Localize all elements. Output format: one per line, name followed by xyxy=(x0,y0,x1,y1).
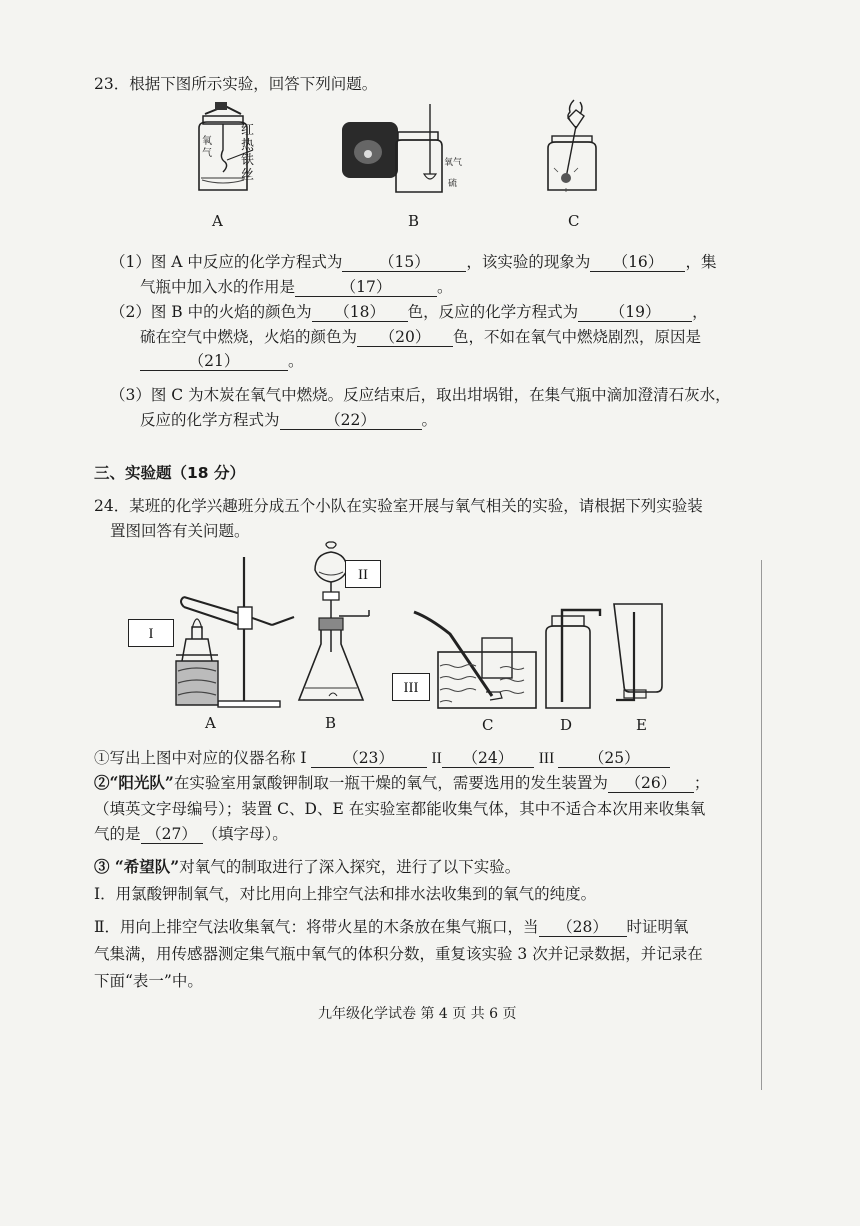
blank-28[interactable]: （28） xyxy=(539,918,627,937)
q24-item-ii-text-a: Ⅱ．用向上排空气法收集氧气：将带火星的木条放在集气瓶口，当 xyxy=(94,918,539,936)
blank-20[interactable]: （20） xyxy=(357,328,453,347)
label-box-i-text: I xyxy=(148,626,154,642)
q24-step2-team: ②“阳光队” xyxy=(94,773,174,792)
blank-15[interactable]: （15） xyxy=(342,253,466,272)
q23-part3-line1: （3）图 C 为木炭在氧气中燃烧。反应结束后，取出坩埚钳，在集气瓶中滴加澄清石灰水， xyxy=(110,386,731,404)
label-box-iii-text: III xyxy=(403,680,419,696)
apparatus-b-caption: B xyxy=(325,714,337,732)
q24-step3-text: 对氧气的制取进行了深入探究，进行了以下实验。 xyxy=(179,858,521,876)
q23-part2-line2 xyxy=(140,327,701,347)
q24-step2-line1 xyxy=(94,773,709,793)
q23-part1-text-d: 气瓶中加入水的作用是 xyxy=(140,278,296,296)
apparatus-e-inverted-bottle xyxy=(606,600,676,710)
q24-step1-text-iii: III xyxy=(538,750,555,767)
q24-item-ii-text-b: 时证明氧 xyxy=(626,918,689,936)
figure-c-charcoal-burning xyxy=(540,98,610,198)
label-box-i xyxy=(128,619,174,647)
q24-step2-line3 xyxy=(94,824,288,844)
q23-part2-text-b: 色，反应的化学方程式为 xyxy=(407,303,579,321)
q23-part1-line2 xyxy=(140,277,453,297)
q23-part2-text-a: （2）图 B 中的火焰的颜色为 xyxy=(110,303,312,321)
q24-step1-line xyxy=(94,748,670,769)
figure-c-caption: C xyxy=(568,212,580,230)
q24-item-i: Ⅰ．用氯酸钾制氧气，对比用向上排空气法和排水法收集到的氧气的纯度。 xyxy=(94,885,597,903)
q23-part2-text-c: ， xyxy=(692,303,708,321)
q24-step2-line2: （填英文字母编号）；装置 C、D、E 在实验室都能收集气体，其中不适合本次用来收集氧 xyxy=(94,800,706,818)
figure-b-sulfur-burning xyxy=(340,100,463,200)
label-box-ii xyxy=(345,560,381,588)
blank-24[interactable]: （24） xyxy=(442,749,534,768)
label-box-iii xyxy=(392,673,430,701)
apparatus-a-caption: A xyxy=(205,714,216,732)
label-box-ii-text: II xyxy=(358,567,368,583)
apparatus-c-water-trough xyxy=(410,608,540,718)
apparatus-d-caption: D xyxy=(560,716,573,734)
q23-part1-text-c: ，集 xyxy=(685,253,717,271)
q23-part1-text-b: ，该实验的现象为 xyxy=(466,253,591,271)
q24-step2-text-c: 气的是 xyxy=(94,825,141,843)
figure-b-label-sulfur: 硫 xyxy=(448,179,458,189)
q23-part1-text-e: 。 xyxy=(437,278,453,296)
blank-16[interactable]: （16） xyxy=(590,253,685,272)
q23-part2-line3 xyxy=(140,351,304,371)
page-footer: 九年级化学试卷 第 4 页 共 6 页 xyxy=(318,1006,517,1022)
figure-a-label-wire: 红热铁丝 xyxy=(241,123,255,183)
apparatus-c-caption: C xyxy=(482,716,494,734)
q24-step2-text-b: ； xyxy=(693,774,710,792)
figure-a-label-oxygen: 氧气 xyxy=(202,136,212,159)
q23-part3-line2 xyxy=(140,410,437,430)
blank-26[interactable]: （26） xyxy=(608,774,694,793)
blank-27[interactable]: （27） xyxy=(141,825,203,844)
q23-part1-text-a: （1）图 A 中反应的化学方程式为 xyxy=(110,253,343,271)
q24-step1-text-ii: II xyxy=(431,750,442,767)
blank-23[interactable]: （23） xyxy=(311,749,427,768)
q24-step3-line1 xyxy=(94,857,520,877)
blank-25[interactable]: （25） xyxy=(558,749,670,768)
q24-step1-text-a: ①写出上图中对应的仪器名称 I xyxy=(94,749,307,767)
q23-part3-text-a: 反应的化学方程式为 xyxy=(140,411,280,429)
q23-part3-text-b: 。 xyxy=(421,411,438,429)
q24-item-ii-line3: 下面“表一”中。 xyxy=(94,972,203,990)
q23-part2-line1 xyxy=(110,302,708,322)
figure-b-label-oxygen: 氧气 xyxy=(444,158,463,168)
q24-step3-team: ③ “希望队” xyxy=(94,857,180,876)
figure-a-caption: A xyxy=(212,212,223,230)
q24-step2-text-d: （填字母）。 xyxy=(202,825,288,843)
q24-item-ii-line1 xyxy=(94,917,689,937)
section3-title: 三、实验题（18 分） xyxy=(94,464,245,482)
q23-part2-text-f: 。 xyxy=(288,352,304,370)
apparatus-e-caption: E xyxy=(636,716,647,734)
q23-part2-text-e: 色，不如在氧气中燃烧剧烈，原因是 xyxy=(453,328,702,346)
figure-b-caption: B xyxy=(408,212,420,230)
q23-part1-line1 xyxy=(110,252,716,272)
q24-item-ii-line2: 气集满，用传感器测定集气瓶中氧气的体积分数，重复该实验 3 次并记录数据，并记录在 xyxy=(94,945,703,963)
blank-17[interactable]: （17） xyxy=(295,278,437,297)
q24-step2-text-a: 在实验室用氯酸钾制取一瓶干燥的氧气，需要选用的发生装置为 xyxy=(173,774,608,792)
apparatus-d-gas-bottle xyxy=(540,608,610,718)
scan-edge-line xyxy=(761,560,762,1090)
q23-part2-text-d: 硫在空气中燃烧，火焰的颜色为 xyxy=(140,328,358,346)
q24-line2: 置图回答有关问题。 xyxy=(110,522,250,540)
blank-21[interactable]: （21） xyxy=(140,352,288,371)
q24-line1: 24．某班的化学兴趣班分成五个小队在实验室开展与氧气相关的实验，请根据下列实验装 xyxy=(94,497,703,515)
blank-19[interactable]: （19） xyxy=(578,303,692,322)
blank-22[interactable]: （22） xyxy=(280,411,422,430)
q23-title: 23．根据下图所示实验，回答下列问题。 xyxy=(94,75,378,93)
blank-18[interactable]: （18） xyxy=(312,303,408,322)
